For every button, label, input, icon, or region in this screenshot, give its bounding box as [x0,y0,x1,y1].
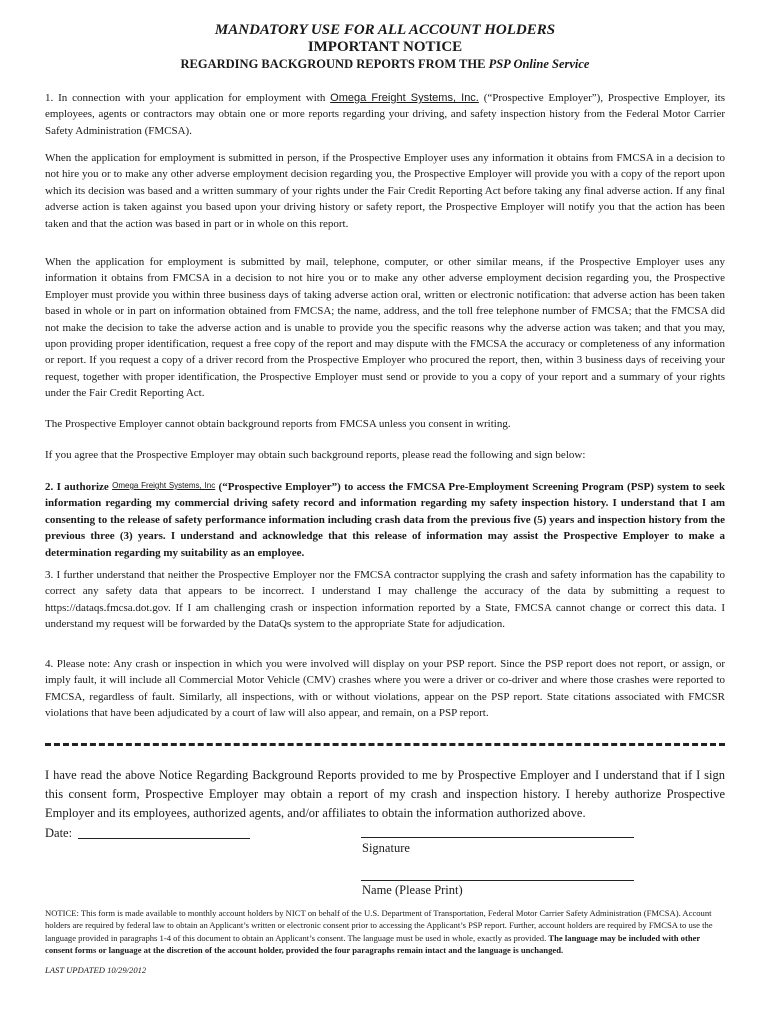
paragraph-3: 3. I further understand that neither the Prospective Employer nor the FMCSA contractor supplying the crash and safety information has the capability to correct any safety data that appears to be incorrect. I understand I may challenge the accuracy of the data by submitting a request to https://dataqs.fmcsa.dot.gov. If I am challenging crash or inspection information reported by a State, FMCSA cannot change or correct this data. I understand my request will be forwarded by the DataQs system to the appropriate State for adjudication. [45,569,725,631]
header-subtitle: IMPORTANT NOTICE [307,39,463,55]
paragraph-2-authorization [45,478,725,561]
employer-name-field[interactable]: Omega Freight Systems, Inc. [330,92,479,104]
notice-bold-text: The language may be included with other consent forms or language at the discretion of the account holder, provided the four paragraphs remain intact and the language is unchanged. [45,932,701,956]
signature-label: Signature [362,841,410,855]
notice-footer [45,907,725,957]
header-regarding-service: PSP Online Service [488,57,590,71]
paragraph-2-start: 2. I authorize [45,481,113,493]
signature-field[interactable] [361,837,634,838]
paragraph-agree-instructions: If you agree that the Prospective Employer may obtain such background reports, please read the following and sign below: [45,449,586,461]
paragraph-consent-required: The Prospective Employer cannot obtain background reports from FMCSA unless you consent in writing. [45,418,511,430]
date-field[interactable] [78,838,250,839]
paragraph-4: 4. Please note: Any crash or inspection in which you were involved will display on your PSP report. Since the PSP report does not report, or assign, or imply fault, it will include all Commercial Motor Vehicle (CMV) crashes where you were a driver or co-driver and where those crashes were reported to FMCSA, regardless of fault. Similarly, all inspections, with or without violations, appear on the PSP report. State citations associated with FMCSR violations that have been adjudicated by a court of law will also appear, and remain, on a PSP report. [45,658,725,720]
paragraph-1 [45,90,725,139]
paragraph-remote: When the application for employment is submitted by mail, telephone, computer, or other similar means, if the Prospective Employer uses any information it obtains from FMCSA in a decision to not hire you or to make any other adverse employment decision regarding you, the Prospective Employer must provide you within three business days of taking adverse action oral, written or electronic notification: that adverse action has been taken based in whole or in part on information obtained from FMCSA; the name, address, and the toll free telephone number of FMCSA; that the FMCSA did not make the decision to take the adverse action and is unable to provide you the specific reasons why the adverse action was taken; and that you may, upon providing proper identification, request a free copy of the report and may dispute with the FMCSA the accuracy or completeness of any information or report. If you request a copy of a driver record from the Prospective Employer who procured the report, then, within 3 business days of receiving your request, together with proper identification, the Prospective Employer must send or provide to you a copy of your report and a summary of your rights under the Fair Credit Reporting Act. [45,256,725,400]
header-regarding-prefix: REGARDING BACKGROUND REPORTS FROM THE [180,57,489,71]
dashed-divider [45,743,725,746]
paragraph-2-end: (“Prospective Employer”) to access the FMCSA Pre-Employment Screening Program (PSP) system to seek information regarding my commercial driving safety record and information regarding my safety inspection history. I understand that I am consenting to the release of safety performance information including crash data from the previous five (5) years and inspection history from the previous three (3) years. I understand and acknowledge that this release of information may assist the Prospective Employer to make a determination regarding my suitability as an employee. [45,481,725,559]
consent-statement: I have read the above Notice Regarding Background Reports provided to me by Prospective Employer and I understand that if I sign this consent form, Prospective Employer may obtain a report of my crash and inspection history. I hereby authorize Prospective Employer and its employees, authorized agents, and/or affiliates to obtain the information authorized above. [45,768,725,820]
paragraph-1-start: 1. In connection with your application for employment with [45,92,331,104]
date-label: Date: [45,826,73,840]
header-regarding [0,57,770,72]
last-updated: LAST UPDATED 10/29/2012 [45,965,147,975]
authorized-employer-field[interactable]: Omega Freight Systems, Inc [112,481,216,490]
name-label: Name (Please Print) [362,883,463,897]
paragraph-in-person: When the application for employment is submitted in person, if the Prospective Employer uses any information it obtains from FMCSA in a decision to not hire you or to make any other adverse employment decision regarding you, the Prospective Employer will provide you with a copy of the report upon which its decision was based and a written summary of your rights under the Fair Credit Reporting Act before taking any final adverse action. If any final adverse action is taken against you based upon your driving history or safety report, the Prospective Employer will notify you that the action has been taken and that the action was based in part or in whole on this report. [45,152,725,230]
name-field[interactable] [361,880,634,881]
paragraph-1-end: (“Prospective Employer”), Prospective Employer, its employees, agents or contractors may obtain one or more reports regarding your driving, and safety inspection history from the Federal Motor Carrier Safety Administration (FMCSA). [45,92,725,137]
header-title: MANDATORY USE FOR ALL ACCOUNT HOLDERS [214,22,556,38]
notice-text: NOTICE: This form is made available to monthly account holders by NICT on behalf of the U.S. Department of Transportation, Federal Motor Carrier Safety Administration (FMCSA). Account holders are required by federal law to obtain an Applicant’s written or electronic consent prior to accessing the Applicant’s PSP report. Further, account holders are required by FMCSA to use the language provided in paragraphs 1-4 of this document to obtain an Applicant’s consent. The language must be used in whole, exactly as provided. [45,908,713,943]
